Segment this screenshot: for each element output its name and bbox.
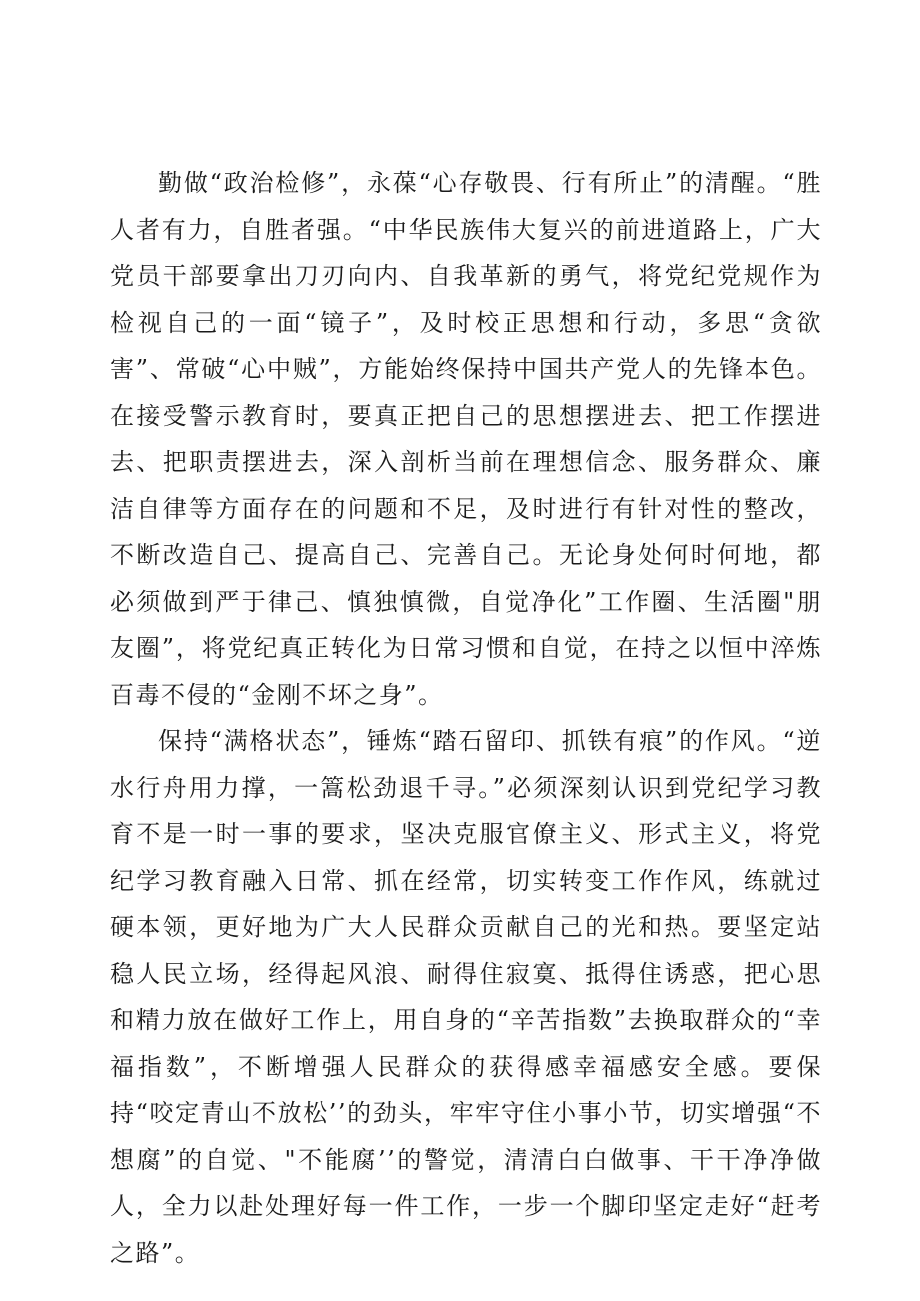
paragraph-political-check: 勤做“政治检修”，永葆“心存敬畏、行有所止”的清醒。“胜人者有力，自胜者强。“中华民族伟大复兴的前进道路上，广大党员干部要拿出刀刃向内、自我革新的勇气，将党纪党规作为检视自己的一面“镜子”，及时校正思想和行动，多思“贪欲害”、常破“心中贼”，方能始终保持中国共产党人的先锋本色。在接受警示教育时，要真正把自己的思想摆进去、把工作摆进去、把职责摆进去，深入剖析当前在理想信念、服务群众、廉洁自律等方面存在的问题和不足，及时进行有针对性的整改，不断改造自己、提高自己、完善自己。无论身处何时何地，都必须做到严于律己、慎独慎微，自觉净化”工作圈、生活圈"朋友圈”，将党纪真正转化为日常习惯和自觉，在持之以恒中淬炼百毒不侵的“金刚不坏之身”。 (110, 169, 822, 709)
paragraph-full-state: 保持“满格状态”，锤炼“踏石留印、抓铁有痕”的作风。“逆水行舟用力撑，一篙松劲退千寻。”必须深刻认识到党纪学习教育不是一时一事的要求，坚决克服官僚主义、形式主义，将党纪学习教育融入日常、抓在经常，切实转变工作作风，练就过硬本领，更好地为广大人民群众贡献自己的光和热。要坚定站稳人民立场，经得起风浪、耐得住寂寞、抵得住诱惑，把心思和精力放在做好工作上，用自身的“辛苦指数”去换取群众的“幸福指数”，不断增强人民群众的获得感幸福感安全感。要保持“咬定青山不放松’’的劲头，牢牢守住小事小节，切实增强“不想腐”的自觉、"不能腐’’的警觉，清清白白做事、干干净净做人，全力以赴处理好每一件工作，一步一个脚印坚定走好“赶考之路”。 (110, 727, 822, 1267)
document-body (110, 160, 822, 1276)
